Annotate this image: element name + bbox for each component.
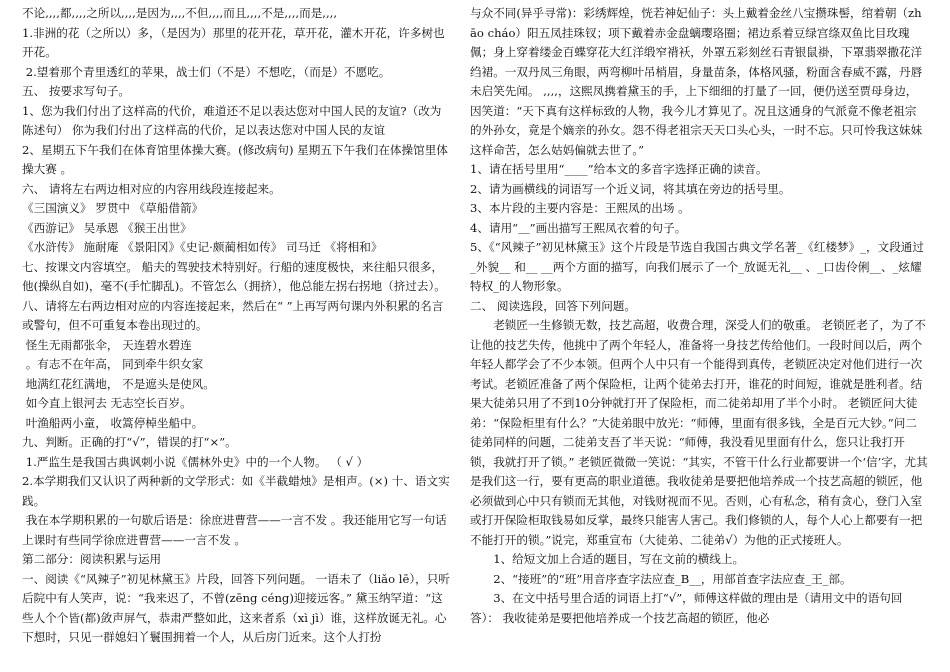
reading-1-question-3: 3、本片段的主要内容是：王熙凤的出场 。 bbox=[470, 201, 690, 215]
right-column bbox=[470, 4, 928, 628]
reading-2-question-2: 2、“接班”的“班”用音序查字法应查_B__，用部首查字法应查_王_部。 bbox=[470, 571, 852, 586]
section-8-heading: 八、请将左右两边相对应的内容连接起来，然后在“ ”上再写两句课内外积累的名言或警句，但不可重复本卷出现过的。 bbox=[22, 298, 444, 332]
matching-row-2: 《西游记》 吴承恩 《猴王出世》 bbox=[22, 220, 192, 235]
left-column bbox=[22, 4, 452, 648]
section-6-heading: 六、 请将左右两边相对应的内容用线段连接起来。 bbox=[22, 181, 281, 196]
judgement-item-1: 1.严监生是我国古典讽刺小说《儒林外史》中的一个人物。 （ √ ） bbox=[22, 454, 369, 469]
reading-2-passage: 老锁匠一生修锁无数，技艺高超，收费合理，深受人们的敬重。 老锁匠老了，为了不让他的技艺失传，他挑中了两个年轻人，准备将一身技艺传给他们。一段时间以后，两个年轻人都学会了不少本领。但两个人中只有一个能得到真传，老锁匠决定对他们进行一次考试。老锁匠准备了两个保险柜，让两个徒弟去打开，谁花的时间短，谁就是胜利者。结果大徒弟只用了不到10分钟就打开了保险柜，而二徒弟却用了半个小时。 老锁匠问大徒弟：“保险柜里有什么？”大徒弟眼中放光：“师傅，里面有很多钱，全是百元大钞。”问二徒弟同样的问题，二徒弟支吾了半天说：“师傅，我没看见里面有什么，您只让我打开锁，我就打开了锁。” 老锁匠微微一笑说：“其实，不管干什么行业都要讲一个‘信’字，尤其是我们这一行，要有更高的职业道德。我收徒弟是要把他培养成一个技艺高超的锁匠，他必须做到心中只有锁而无其他，对钱财视而不见。否则，心有私念，稍有贪心，登门入室或打开保险柜取钱易如反掌，最终只能害人害己。我们修锁的人，每个人心上都要有一把不能打开的锁。”说完，郑重宣布（大徒弟、二徒弟√）为他的正式接班人。 bbox=[470, 318, 928, 547]
section-9-heading: 九、判断。正确的打“√”，错误的打“×”。 bbox=[22, 435, 237, 449]
reading-1-passage-start: 一、阅读《“风辣子”初见林黛玉》片段，回答下列问题。 一语未了（liǎo lē），只听后院中有人笑声，说：“我来迟了，不曾(zēng céng)迎接远客。” 黛玉纳罕道：“这些人个个皆(都)敛声屏气，恭肃严整如此，这来者系（xì jì）谁，这样放诞无礼。心下想时，只见一群媳妇丫鬟围拥着一个人，从后房门近来。这个人打扮 bbox=[22, 571, 450, 644]
reading-2-heading: 二、 阅读选段，回答下列问题。 bbox=[470, 298, 636, 313]
judgement-item-2: 2.本学期我们又认识了两种新的文学形式：如《半截蜡烛》是相声。(×) 十、语文实践。 bbox=[22, 474, 450, 508]
part-2-heading: 第二部分：阅读积累与运用 bbox=[22, 552, 162, 566]
connector-word-list: 不论,,,,都,,,,之所以,,,,是因为,,,,不但,,,,而且,,,,不是,,,,而是,,,, bbox=[22, 6, 338, 20]
connector-sentence-2: 2.望着那个青里透红的苹果，战士们（不是）不想吃，（而是）不愿吃。 bbox=[22, 64, 391, 79]
matching-row-1: 《三国演义》 罗贯中 《草船借箭》 bbox=[22, 201, 204, 215]
section-7-fill-blank: 七、按课文内容填空。 船夫的驾驶技术特别好。行船的速度极快，来往船只很多，他(操纵自如)，毫不(手忙脚乱)。不管怎么（拥挤），他总能左拐右拐地（挤过去）。 bbox=[22, 259, 446, 293]
language-practice: 我在本学期积累的一句歇后语是：徐庶进曹营——一言不发 。我还能用它写一句话 上课时有些同学徐庶进曹营——一言不发 。 bbox=[22, 513, 451, 547]
matching-row-3: 《水浒传》 施耐庵 《景阳冈》《史记·颇蔺相如传》 司马迁 《将相和》 bbox=[22, 240, 383, 254]
connector-sentence-1: 1.非洲的花（之所以）多，（是因为）那里的花开花，草开花，灌木开花，许多树也开花。 bbox=[22, 25, 445, 59]
poem-match-row-4: 如今直上银河去 无志空长百岁。 bbox=[22, 396, 192, 410]
reading-1-question-5: 5、《“风辣子”初见林黛玉》这个片段是节选自我国古典文学名著_《红楼梦》_，文段通过_外貌__ 和__ __两个方面的描写，向我们展示了一个_放诞无礼__ 、_口齿伶俐__、_炫耀特权_的人物形象。 bbox=[470, 240, 924, 293]
reading-1-question-4: 4、请用“＿”画出描写王熙凤衣着的句子。 bbox=[470, 220, 687, 235]
section-5-item-2: 2、星期五下午我们在体育馆里体操大赛。(修改病句) 星期五下午我们在体操馆里体操大赛 。 bbox=[22, 142, 448, 176]
reading-1-question-2: 2、请为画横线的词语写一个近义词，将其填在旁边的括号里。 bbox=[470, 181, 791, 196]
reading-2-question-3: 3、在文中括号里合适的词语上打“√”，师傅这样做的理由是（请用文中的语句回答）： 我收徒弟是要把他培养成一个技艺高超的锁匠，他必 bbox=[470, 591, 903, 625]
poem-match-row-3: 地满红花红满地， 不是遮头是使风。 bbox=[22, 376, 215, 391]
reading-2-question-1: 1、给短文加上合适的题目，写在文前的横线上。 bbox=[470, 552, 745, 566]
reading-1-question-1: 1、请在括号里用“____”给本文的多音字选择正确的读音。 bbox=[470, 162, 768, 176]
section-5-heading: 五、 按要求写句子。 bbox=[22, 84, 131, 98]
poem-match-row-1: 怪生无雨都张伞， 天连碧水碧连 bbox=[22, 337, 192, 352]
poem-match-row-2: 。有志不在年高， 同到牵牛织女家 bbox=[22, 357, 204, 371]
reading-1-passage-cont: 与众不同(异乎寻常)：彩绣辉煌，恍若神妃仙子：头上戴着金丝八宝攒珠髻，绾着朝（zhāo cháo）阳五凤挂珠钗；项下戴着赤金盘螭璎珞圈；裙边系着豆绿宫绦双鱼比目玫瑰佩；身上穿着缕金百蝶穿花大红洋缎窄褙袄，外罩五彩刻丝石青银鼠褂，下罩翡翠撒花洋绉裙。一双丹凤三角眼，两弯柳叶吊梢眉，身量苗条，体格风骚，粉面含春威不露，丹唇未启笑先闻。 ,,,,，这熙凤携着黛玉的手，上下细细的打量了一回，便仍送至贾母身边，因笑道：“天下真有这样标致的人物，我今儿才算见了。况且这通身的气派竟不像老祖宗的外孙女，竟是个嫡亲的孙女。怨不得老祖宗天天口头心头，一时不忘。只可怜我这妹妹这样命苦，怎么姑妈偏就去世了。” bbox=[470, 6, 923, 157]
poem-match-row-5: 叶渔船两小童， 收篙停棹坐船中。 bbox=[22, 415, 204, 430]
section-5-item-1: 1、您为我们付出了这样高的代价，难道还不足以表达您对中国人民的友谊?（改为陈述句） 你为我们付出了这样高的代价，足以表达您对中国人民的友谊 bbox=[22, 103, 442, 137]
